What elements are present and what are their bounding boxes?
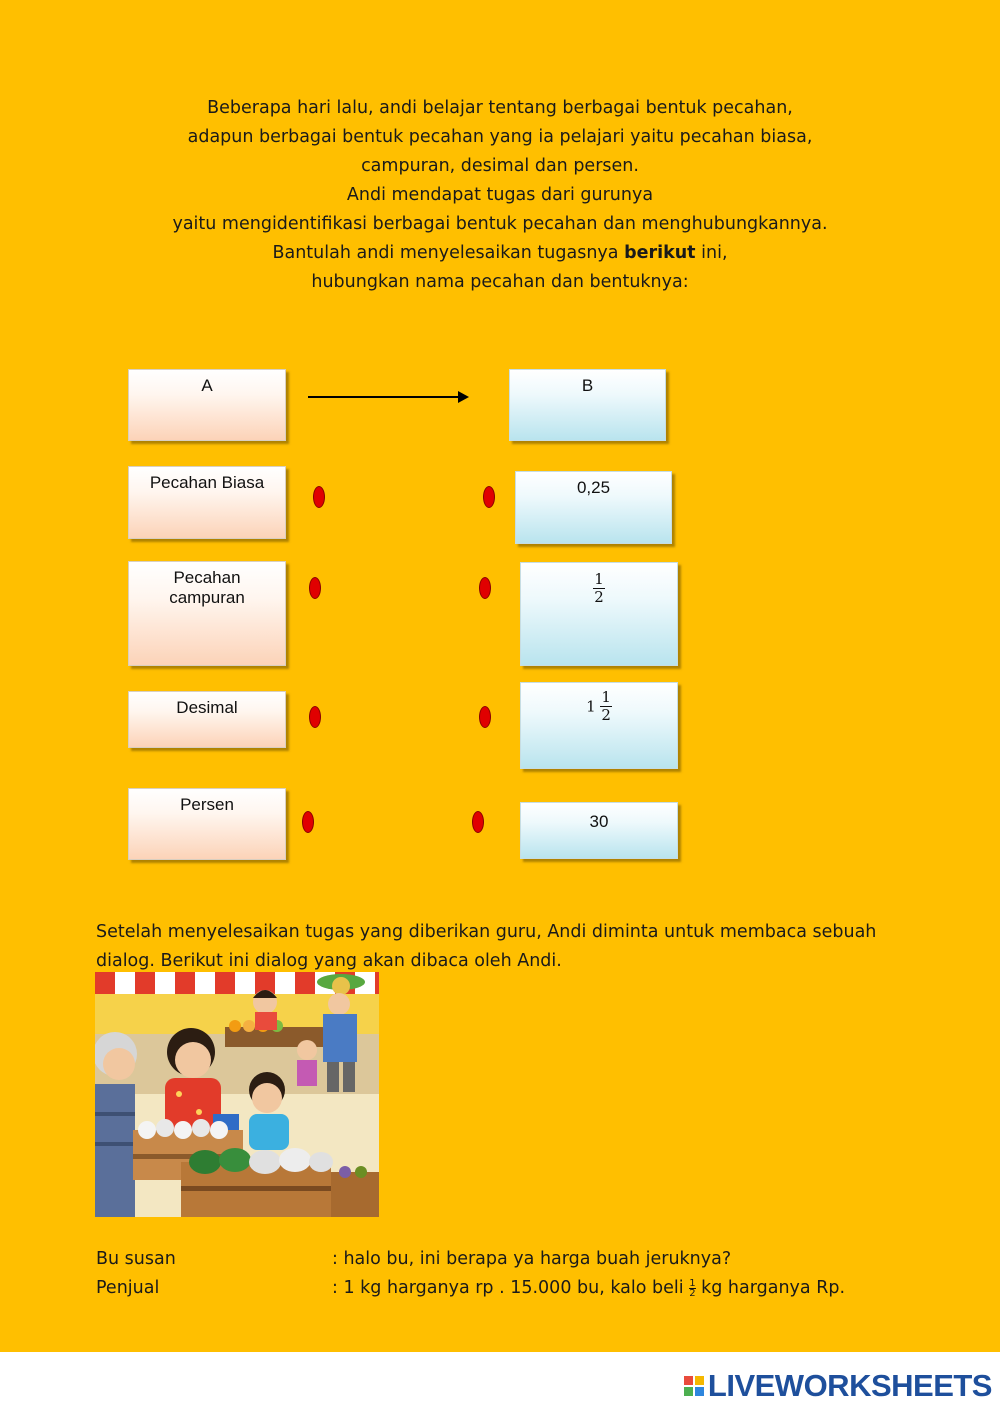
intro-line: adapun berbagai bentuk pecahan yang ia pelajari yaitu pecahan biasa, xyxy=(187,127,813,147)
dialog-text xyxy=(332,1278,845,1298)
intro-text-part: ini, xyxy=(695,243,728,263)
left-item-label: Desimal xyxy=(176,698,238,717)
left-connector-dot-3[interactable] xyxy=(309,706,321,728)
fraction-numerator: 1 xyxy=(689,1277,696,1289)
header-a-label: A xyxy=(201,376,213,395)
intro-bold-word: berikut xyxy=(624,243,696,263)
intro-line: Beberapa hari lalu, andi belajar tentang berbagai bentuk pecahan, xyxy=(207,98,793,118)
right-item-number xyxy=(520,802,678,859)
intro-text-part: Bantulah andi menyelesaikan tugasnya xyxy=(272,243,625,263)
header-b-label: B xyxy=(581,376,594,395)
arrow-line xyxy=(308,396,460,398)
left-connector-dot-1[interactable] xyxy=(313,486,325,508)
right-connector-dot-3[interactable] xyxy=(479,706,491,728)
left-item-pecahan-campuran xyxy=(128,561,286,666)
story-line: dialog. Berikut ini dialog yang akan dibaca oleh Andi. xyxy=(96,951,562,971)
right-connector-dot-4[interactable] xyxy=(472,811,484,833)
fraction-denominator: 2 xyxy=(601,706,611,724)
fraction-numerator: 1 xyxy=(594,570,604,588)
header-b-box xyxy=(509,369,666,441)
intro-line: Andi mendapat tugas dari gurunya xyxy=(346,185,654,205)
footer xyxy=(0,1352,1000,1414)
mixed-whole: 1 xyxy=(586,697,596,716)
fraction-denominator: 2 xyxy=(689,1287,696,1299)
intro-line: hubungkan nama pecahan dan bentuknya: xyxy=(311,272,689,292)
intro-line xyxy=(100,239,900,268)
left-connector-dot-2[interactable] xyxy=(309,577,321,599)
right-item-value: 30 xyxy=(589,812,609,831)
intro-line: campuran, desimal dan persen. xyxy=(361,156,639,176)
left-item-desimal xyxy=(128,691,286,748)
brand-name: LIVEWORKSHEETS xyxy=(707,1368,992,1403)
left-item-label: Pecahan campuran xyxy=(169,568,245,607)
right-item-decimal xyxy=(515,471,672,544)
intro-line: yaitu mengidentifikasi berbagai bentuk pecahan dan menghubungkannya. xyxy=(172,214,828,234)
dialog-speaker: Bu susan xyxy=(96,1249,176,1269)
fraction xyxy=(593,571,605,606)
dialog-speaker: Penjual xyxy=(96,1278,160,1298)
left-connector-dot-4[interactable] xyxy=(302,811,314,833)
dialog-text-part: kg harganya Rp. xyxy=(695,1278,846,1298)
fraction xyxy=(600,689,612,724)
fraction-numerator: 1 xyxy=(601,688,611,706)
story-line: Setelah menyelesaikan tugas yang diberikan guru, Andi diminta untuk membaca sebuah xyxy=(96,922,877,942)
left-item-persen xyxy=(128,788,286,860)
liveworksheets-logo xyxy=(684,1368,992,1404)
logo-squares-icon xyxy=(684,1376,704,1396)
fraction-denominator: 2 xyxy=(594,588,604,606)
intro-text xyxy=(100,94,900,297)
right-item-fraction xyxy=(520,562,678,666)
left-item-pecahan-biasa xyxy=(128,466,286,539)
dialog-text: : halo bu, ini berapa ya harga buah jeruknya? xyxy=(332,1249,732,1269)
right-item-value: 0,25 xyxy=(576,478,611,497)
left-item-label: Pecahan Biasa xyxy=(149,473,265,492)
dialog-text-part: : 1 kg harganya rp . 15.000 bu, kalo beli xyxy=(332,1278,690,1298)
right-item-mixed-fraction xyxy=(520,682,678,769)
right-connector-dot-1[interactable] xyxy=(483,486,495,508)
left-item-label: Persen xyxy=(180,795,234,814)
right-connector-dot-2[interactable] xyxy=(479,577,491,599)
market-illustration xyxy=(95,972,379,1217)
story-paragraph xyxy=(96,918,906,976)
arrow-right-icon xyxy=(458,391,469,403)
header-a-box xyxy=(128,369,286,441)
